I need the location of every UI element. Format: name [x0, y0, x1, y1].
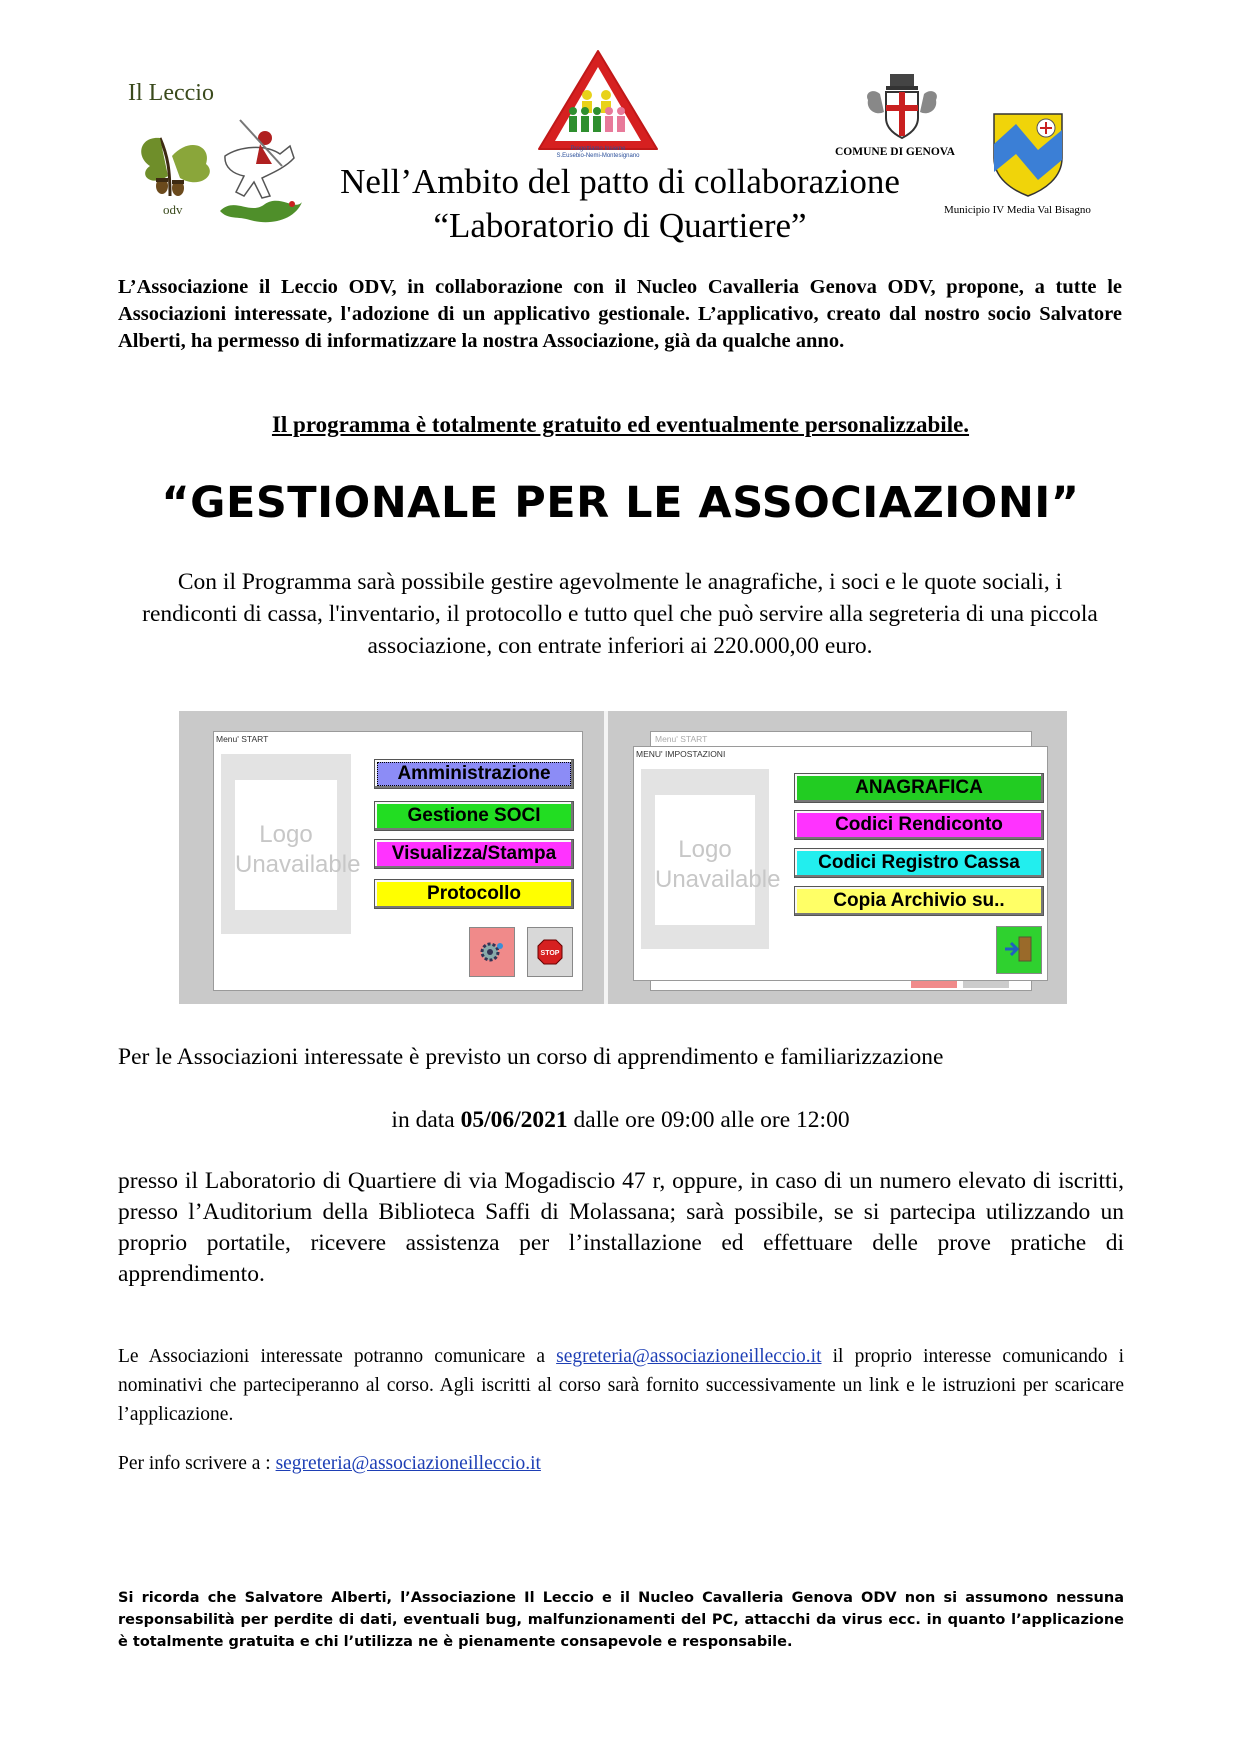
copia-archivio-button[interactable]: Copia Archivio su..	[794, 886, 1044, 916]
info-prefix: Per info scrivere a :	[118, 1453, 276, 1474]
intro-paragraph: L’Associazione il Leccio ODV, in collaborazione con il Nucleo Cavalleria Genova ODV, propone, a tutte le Associazioni interessate, l'adozione di un applicativo gestionale. L’applicativo, creato dal nostro socio Salvatore Alberti, ha permesso di informatizzare la nostra Associazione, già da qualche anno.	[118, 276, 1122, 352]
course-date-suffix: dalle ore 09:00 alle ore 12:00	[567, 1107, 850, 1133]
gear-icon	[470, 928, 514, 976]
course-location: presso il Laboratorio di Quartiere di via Mogadiscio 47 r, oppure, in caso di un numero elevato di iscritti, presso l’Auditorium della Biblioteca Saffi di Molassana; sarà possibile, se si partecipa utilizzando un proprio portatile, ricevere assistenza per l’installazione ed effettuare delle prove pratiche di apprendimento.	[118, 1168, 1124, 1287]
menu-impostazioni-title: MENU' IMPOSTAZIONI	[636, 749, 726, 759]
info-email-link[interactable]: segreteria@associazioneilleccio.it	[275, 1453, 541, 1474]
menu-start-title: Menu' START	[216, 734, 269, 744]
contact-text-1: Le Associazioni interessate potranno comunicare a	[118, 1346, 557, 1367]
logo-placeholder-left	[221, 754, 361, 934]
saint-george-logo	[210, 116, 310, 231]
anagrafica-button[interactable]: ANAGRAFICA	[794, 773, 1044, 803]
logo-unavailable-line1: Logo	[259, 821, 313, 848]
exit-door-icon	[997, 927, 1041, 973]
free-program-text: Il programma è totalmente gratuito ed eventualmente personalizzabile.	[271, 412, 970, 437]
progetto-label-2: S.Eusebio-Nemi-Montesignano	[556, 153, 640, 159]
codici-rendiconto-button[interactable]: Codici Rendiconto	[794, 810, 1044, 840]
menu-start-back-title: Menu' START	[655, 734, 708, 744]
protocollo-button[interactable]: Protocollo	[374, 879, 574, 909]
course-date-line	[0, 1107, 1241, 1134]
codici-registro-cassa-button[interactable]: Codici Registro Cassa	[794, 848, 1044, 878]
exit-button[interactable]	[996, 926, 1042, 974]
contact-text-2: il proprio interesse comunicando i nominativi che parteciperanno al corso. Agli iscritti al corso sarà fornito successivamente un link e le istruzioni per scaricare l’applicazione.	[118, 1346, 1124, 1425]
gestione-soci-button[interactable]: Gestione SOCI	[374, 801, 574, 831]
settings-button[interactable]	[469, 927, 515, 977]
oak-leaves-logo	[130, 116, 220, 206]
menu-start-window	[213, 731, 583, 991]
comune-genova-label: COMUNE DI GENOVA	[835, 146, 955, 158]
stop-label: STOP	[540, 950, 560, 957]
progetto-label-1: Progettiamo Insieme	[570, 146, 626, 152]
screenshots-divider	[604, 711, 608, 1004]
leccio-odv-label: odv	[163, 202, 183, 217]
info-line	[118, 1449, 541, 1478]
header-line-1: Nell’Ambito del patto di collaborazione	[340, 162, 900, 201]
municipio-shield-logo	[990, 110, 1066, 198]
logo-unavailable-line2: Unavailable	[235, 851, 361, 878]
logo-placeholder-right	[641, 769, 781, 949]
contact-paragraph	[118, 1342, 1124, 1429]
course-date-prefix: in data	[391, 1107, 461, 1133]
menu-impostazioni-window	[633, 746, 1048, 981]
free-program-line	[0, 412, 1241, 438]
visualizza-stampa-button[interactable]: Visualizza/Stampa	[374, 839, 574, 869]
logo-unavailable-line2: Unavailable	[655, 866, 781, 893]
stop-sign-icon	[528, 928, 572, 976]
course-date: 05/06/2021	[460, 1107, 568, 1133]
amministrazione-button[interactable]: Amministrazione	[374, 759, 574, 789]
genova-crest-logo	[860, 72, 944, 144]
email-link[interactable]: segreteria@associazioneilleccio.it	[556, 1346, 822, 1367]
logo-unavailable-line1: Logo	[678, 836, 732, 863]
main-title: “GESTIONALE PER LE ASSOCIAZIONI”	[161, 478, 1080, 528]
leccio-logo-title: Il Leccio	[128, 80, 214, 106]
municipio-label: Municipio IV Media Val Bisagno	[944, 204, 1091, 216]
stop-button[interactable]	[527, 927, 573, 977]
course-intro-line: Per le Associazioni interessate è previsto un corso di apprendimento e familiarizzazione	[118, 1044, 944, 1070]
program-description: Con il Programma sarà possibile gestire agevolmente le anagrafiche, i soci e le quote sociali, i rendiconti di cassa, l'inventario, il protocollo e tutto quel che può servire alla segreteria di una piccola associazione, con entrate inferiori ai 220.000,00 euro.	[142, 569, 1098, 659]
disclaimer: Si ricorda che Salvatore Alberti, l’Associazione Il Leccio e il Nucleo Cavalleria Genova ODV non si assumono nessuna responsabilità per perdite di dati, eventuali bug, malfunzionamenti del PC, attacchi da virus ecc. in quanto l’applicazione è totalmente gratuita e chi l’utilizza ne è pienamente consapevole e responsabile.	[118, 1590, 1124, 1650]
progettiamo-insieme-logo	[533, 45, 663, 157]
header-line-2: “Laboratorio di Quartiere”	[433, 206, 807, 245]
